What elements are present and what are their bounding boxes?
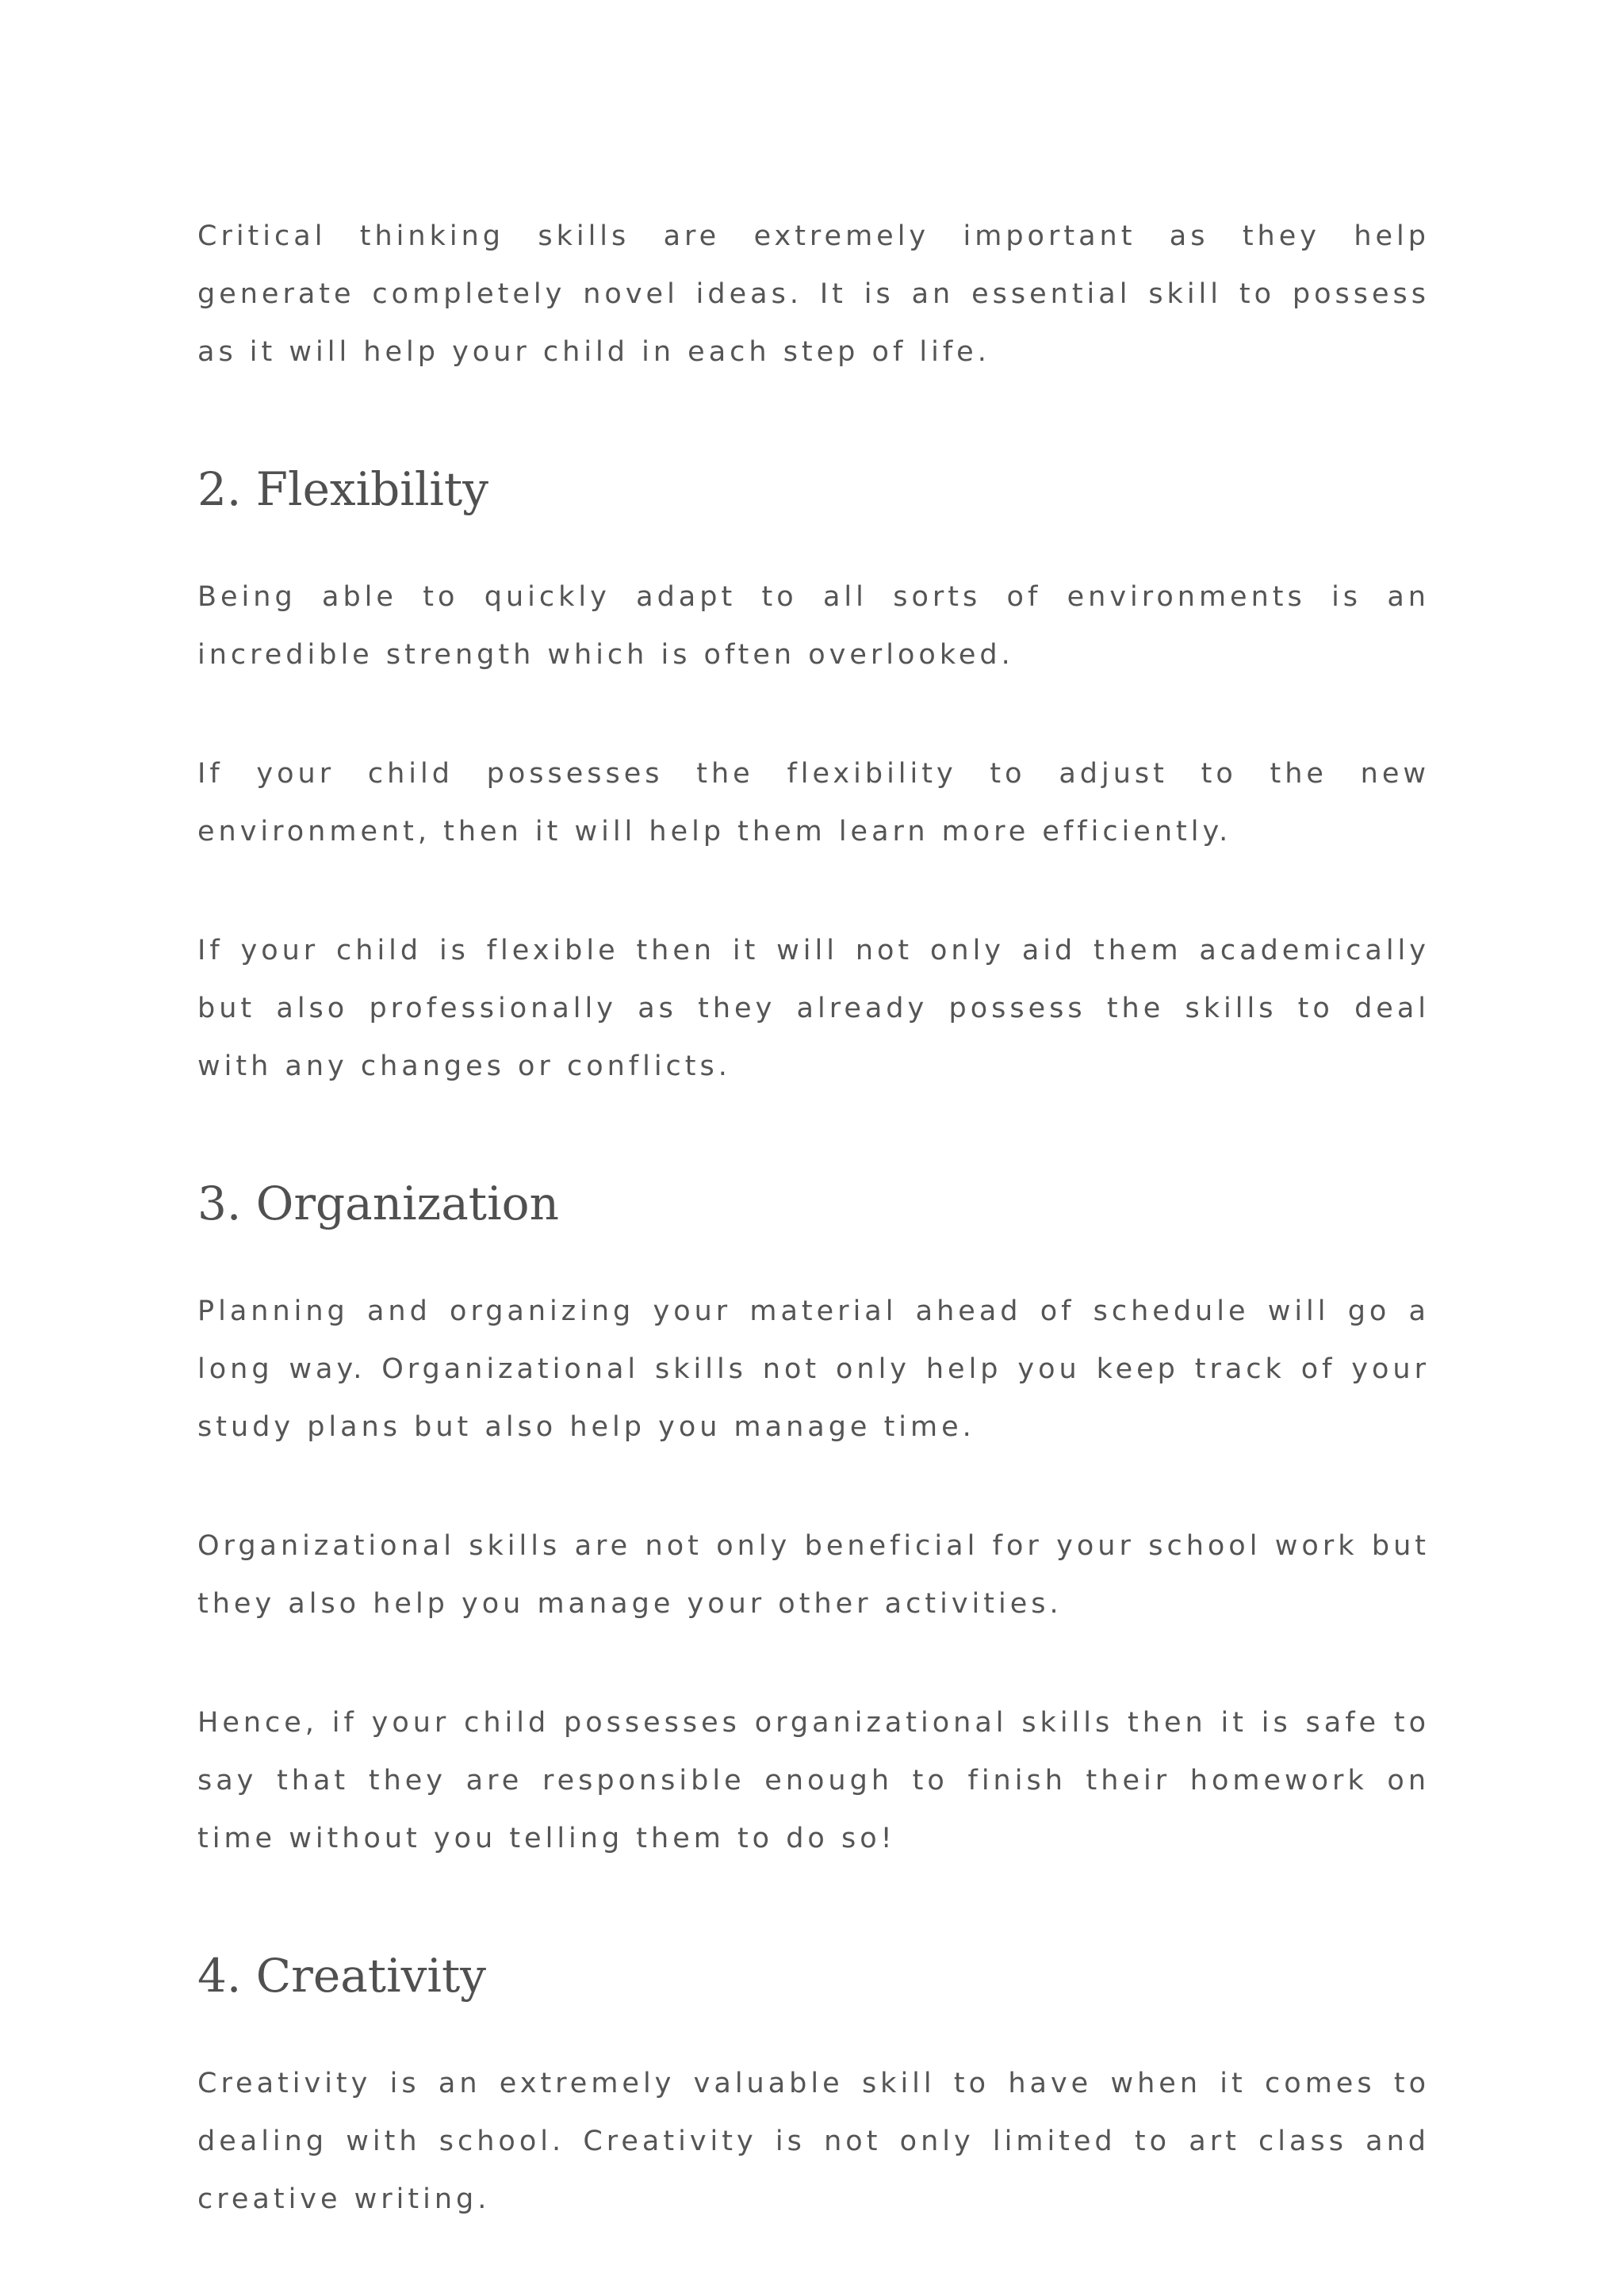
- organization-paragraph-3: Hence, if your child possesses organizational skills then it is safe to say that they are responsible enough to finish their homework on time without you telling them to do so!: [197, 1707, 1430, 1854]
- organization-paragraph-2: Organizational skills are not only beneficial for your school work but they also help you manage your other activities.: [197, 1530, 1430, 1620]
- section-heading-flexibility: 2. Flexibility: [197, 462, 489, 516]
- intro-paragraph: Critical thinking skills are extremely important as they help generate completely novel ideas. It is an essential skill to possess as it will help your child in each step of life.: [197, 220, 1430, 368]
- document-body: [197, 208, 1430, 2229]
- flexibility-paragraph-2: If your child possesses the flexibility to adjust to the new environment, then it will help them learn more efficiently.: [197, 758, 1430, 848]
- organization-paragraph-1: Planning and organizing your material ahead of schedule will go a long way. Organizational skills not only help you keep track of your study plans but also help you manage time.: [197, 1295, 1430, 1443]
- creativity-paragraph-1: Creativity is an extremely valuable skill to have when it comes to dealing with school. Creativity is not only limited to art class and creative writing.: [197, 2068, 1430, 2215]
- section-heading-organization: 3. Organization: [197, 1177, 559, 1230]
- section-heading-creativity: 4. Creativity: [197, 1949, 487, 2003]
- flexibility-paragraph-3: If your child is flexible then it will not only aid them academically but also professionally as they already possess the skills to deal with any changes or conflicts.: [197, 935, 1430, 1082]
- flexibility-paragraph-1: Being able to quickly adapt to all sorts of environments is an incredible strength which is often overlooked.: [197, 581, 1430, 671]
